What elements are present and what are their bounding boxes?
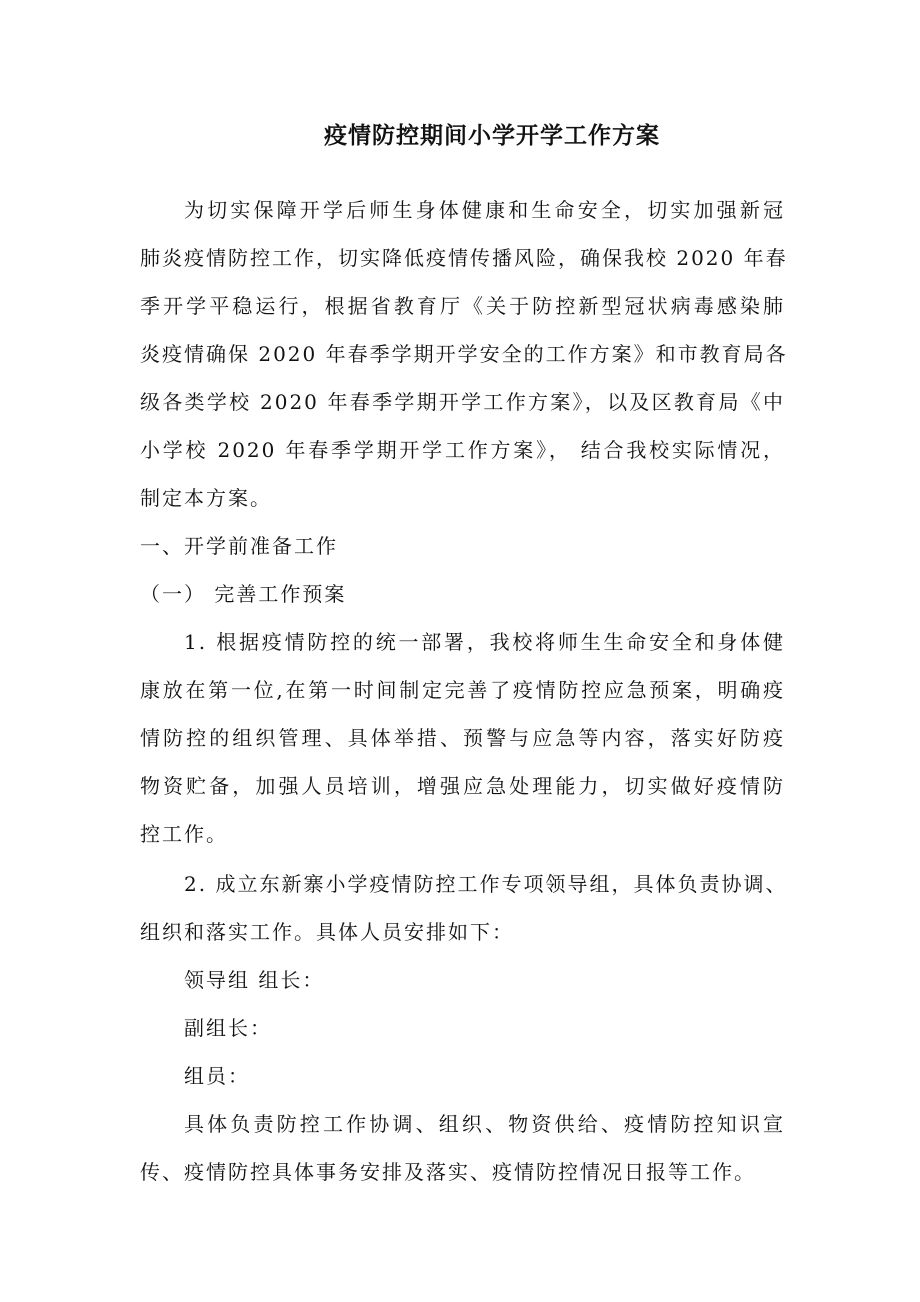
document-title: 疫情防控期间小学开学工作方案 — [324, 123, 660, 149]
paragraph-line: 组织和落实工作。具体人员安排如下： — [140, 920, 514, 944]
member-label: 组员： — [184, 1064, 250, 1088]
paragraph-line: 2. 成立东新寨小学疫情防控工作专项领导组，具体负责协调、 — [184, 872, 788, 896]
paragraph-line: 传、疫情防控具体事务安排及落实、疫情防控情况日报等工作。 — [140, 1160, 756, 1184]
deputy-leader-label: 副组长： — [184, 1016, 272, 1040]
subsection-heading: （一） 完善工作预案 — [140, 582, 347, 606]
paragraph-line: 级各类学校 2020 年春季学期开学工作方案》，以及区教育局《中 — [140, 390, 785, 414]
paragraph-line: 1. 根据疫情防控的统一部署，我校将师生生命安全和身体健 — [184, 630, 785, 654]
paragraph-line: 情防控的组织管理、具体举措、预警与应急等内容，落实好防疫 — [140, 726, 785, 750]
paragraph-line: 为切实保障开学后师生身体健康和生命安全，切实加强新冠 — [184, 198, 785, 222]
paragraph-line: 控工作。 — [140, 822, 228, 846]
paragraph-line: 肺炎疫情防控工作，切实降低疫情传播风险，确保我校 2020 年春 — [140, 246, 788, 270]
section-heading: 一、开学前准备工作 — [140, 534, 338, 558]
paragraph-line: 季开学平稳运行，根据省教育厅《关于防控新型冠状病毒感染肺 — [140, 294, 785, 318]
paragraph-line: 具体负责防控工作协调、组织、物资供给、疫情防控知识宣 — [184, 1112, 785, 1136]
paragraph-line: 康放在第一位,在第一时间制定完善了疫情防控应急预案，明确疫 — [140, 678, 785, 702]
paragraph-line: 制定本方案。 — [140, 486, 272, 510]
paragraph-line: 物资贮备，加强人员培训，增强应急处理能力，切实做好疫情防 — [140, 774, 785, 798]
paragraph-line: 小学校 2020 年春季学期开学工作方案》， 结合我校实际情况， — [140, 438, 785, 462]
paragraph-line: 炎疫情确保 2020 年春季学期开学安全的工作方案》和市教育局各 — [140, 342, 788, 366]
leader-label: 领导组 组长： — [184, 968, 325, 992]
